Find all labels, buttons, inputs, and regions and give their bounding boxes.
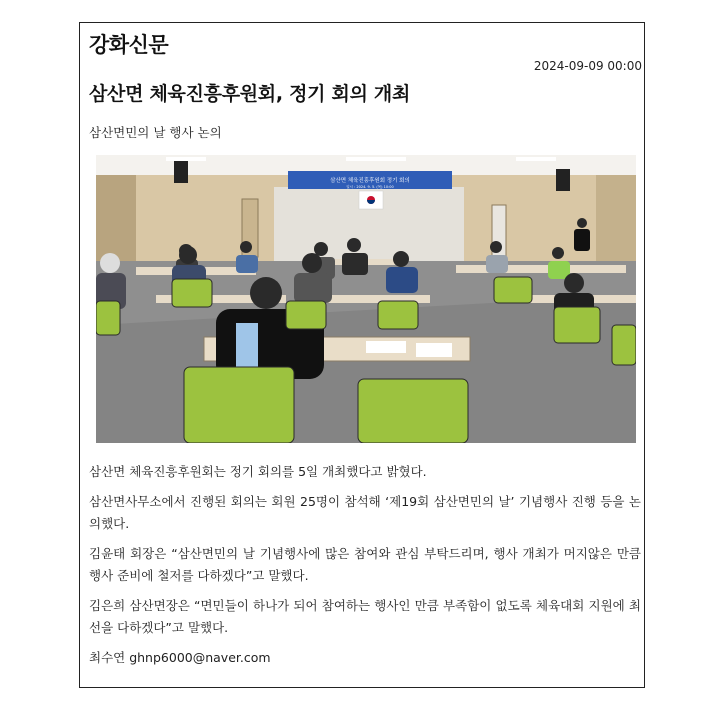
article-body [89, 461, 641, 677]
meeting-photo-illustration [96, 155, 636, 443]
article-photo [96, 155, 636, 443]
body-paragraph: 삼산면 체육진흥후원회는 정기 회의를 5일 개최했다고 밝혔다. [89, 464, 427, 479]
article-frame [79, 22, 645, 688]
banner-subtext: 일시 : 2024. 9. 5. (목) 10:00 [346, 185, 394, 189]
body-paragraph: 김은희 삼산면장은 “면민들이 하나가 되어 참여하는 행사인 만큼 부족함이 없도록 체육대회 지원에 최선을 다하겠다”고 말했다. [89, 598, 641, 635]
article-headline: 삼산면 체육진흥후원회, 정기 회의 개최 [89, 83, 411, 105]
byline: 최수연 ghnp6000@naver.com [89, 650, 271, 665]
publication-logo[interactable]: 강화신문 [89, 33, 169, 57]
banner-text: 삼산면 체육진흥후원회 정기 회의 [330, 178, 410, 184]
publish-date: 2024-09-09 00:00 [533, 59, 642, 73]
body-paragraph: 삼산면사무소에서 진행된 회의는 회원 25명이 참석해 ‘제19회 삼산면민의 날’ 기념행사 진행 등을 논의했다. [89, 494, 641, 531]
article-subheadline: 삼산면민의 날 행사 논의 [89, 125, 222, 140]
body-paragraph: 김윤태 회장은 “삼산면민의 날 기념행사에 많은 참여와 관심 부탁드리며, 행사 개최가 머지않은 만큼 행사 준비에 철저를 다하겠다”고 말했다. [89, 546, 641, 583]
